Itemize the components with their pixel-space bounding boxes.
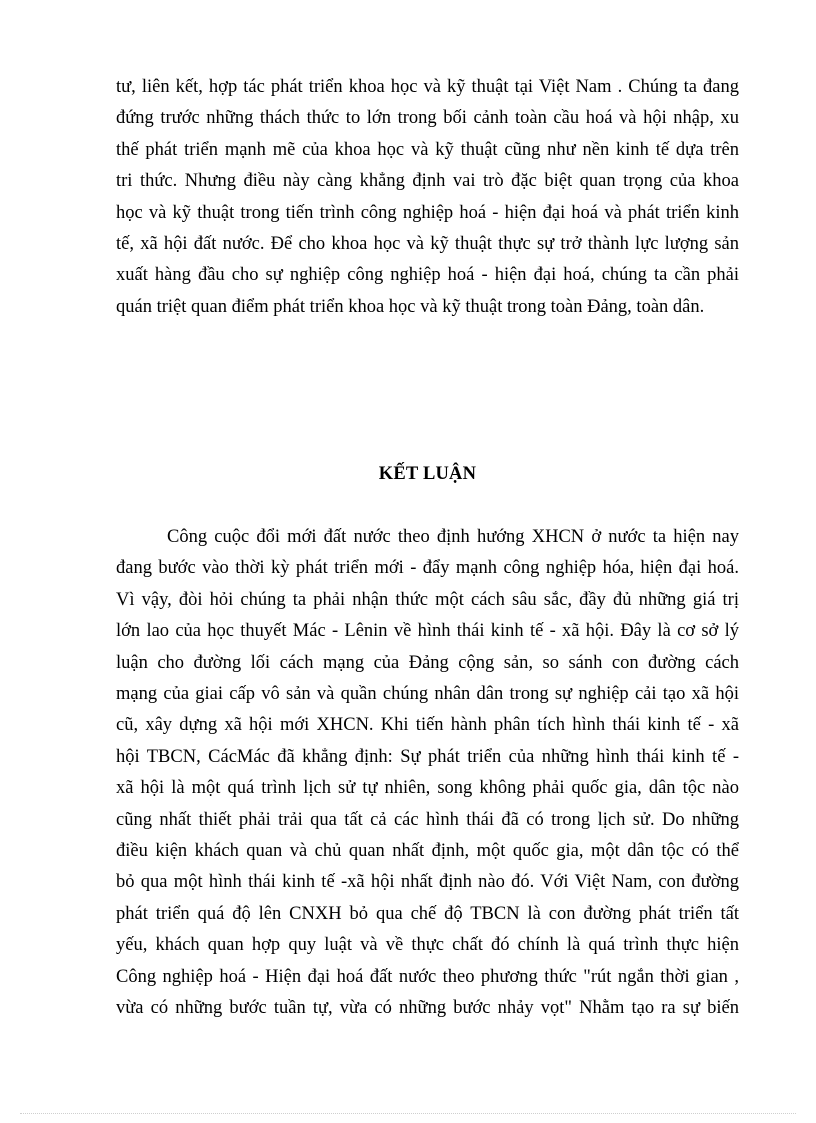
text-line: Vì vậy, đòi hỏi chúng ta phải nhận thức một cách sâu sắc, đầy đủ những giá trị: [116, 589, 739, 610]
text-line: điều kiện khách quan và chủ quan nhất định, một quốc gia, một dân tộc có thể: [116, 841, 739, 862]
text-line: Công nghiệp hoá - Hiện đại hoá đất nước theo phương thức "rút ngắn thời gian ,: [116, 966, 739, 987]
text-line: xuất hàng đầu cho sự nghiệp công nghiệp hoá - hiện đại hoá, chúng ta cần phải: [116, 265, 739, 286]
text-line: cũng nhất thiết phải trải qua tất cả các hình thái đã có trong lịch sử. Do những: [116, 809, 739, 830]
paragraph-conclusion: [116, 522, 739, 1025]
text-line: cũ, xây dựng xã hội mới XHCN. Khi tiến hành phân tích hình thái kinh tế - xã: [116, 715, 739, 736]
text-line: hội TBCN, CácMác đã khẳng định: Sự phát triển của những hình thái kinh tế -: [116, 746, 739, 767]
text-line: quán triệt quan điểm phát triển khoa học và kỹ thuật trong toàn Đảng, toàn dân.: [116, 296, 705, 317]
text-line: Công cuộc đổi mới đất nước theo định hướng XHCN ở nước ta hiện nay: [167, 527, 739, 547]
text-line: tri thức. Nhưng điều này càng khẳng định vai trò đặc biệt quan trọng của khoa: [116, 171, 739, 192]
text-line: thế phát triển mạnh mẽ của khoa học và kỹ thuật cũng như nền kinh tế dựa trên: [116, 139, 739, 160]
text-line: phát triển quá độ lên CNXH bỏ qua chế độ TBCN là con đường phát triển tất: [116, 903, 739, 924]
text-line: tế, xã hội đất nước. Để cho khoa học và kỹ thuật thực sự trở thành lực lượng sản: [116, 234, 739, 255]
text-line: tư, liên kết, hợp tác phát triển khoa học và kỹ thuật tại Việt Nam . Chúng ta đang: [116, 77, 739, 97]
section-heading: KẾT LUẬN: [378, 464, 477, 484]
text-line: mạng của giai cấp vô sản và quần chúng nhân dân trong sự nghiệp cải tạo xã hội: [116, 684, 739, 705]
text-line: luận cho đường lối cách mạng của Đảng cộng sản, so sánh con đường cách: [116, 652, 739, 673]
text-line: bỏ qua một hình thái kinh tế -xã hội nhất định nào đó. Với Việt Nam, con đường: [116, 872, 739, 893]
text-line: đứng trước những thách thức to lớn trong bối cảnh toàn cầu hoá và hội nhập, xu: [116, 108, 739, 129]
text-line: học và kỹ thuật trong tiến trình công nghiệp hoá - hiện đại hoá và phát triển kinh: [116, 202, 739, 223]
text-line: xã hội là một quá trình lịch sử tự nhiên, song không phải quốc gia, dân tộc nào: [116, 778, 739, 799]
text-line: đang bước vào thời kỳ phát triển mới - đẩy mạnh công nghiệp hóa, hiện đại hoá.: [116, 558, 739, 579]
page-bottom-divider: [20, 1113, 796, 1114]
text-line: lớn lao của học thuyết Mác - Lênin về hình thái kinh tế - xã hội. Đây là cơ sở lý: [116, 621, 739, 642]
text-line: yếu, khách quan hợp quy luật và về thực chất đó chính là quá trình thực hiện: [116, 935, 739, 956]
text-line: vừa có những bước tuần tự, vừa có những bước nhảy vọt" Nhằm tạo ra sự biến: [116, 998, 739, 1019]
paragraph-continuation: [116, 72, 739, 323]
